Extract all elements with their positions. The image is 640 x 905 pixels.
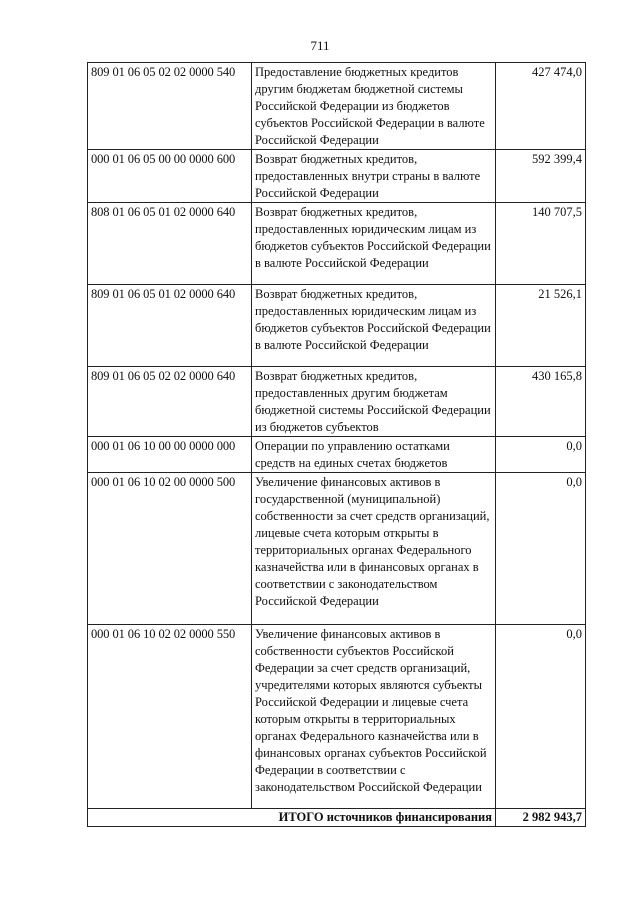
row-amount: 21 526,1 [496,285,586,367]
table-row [88,203,586,285]
budget-code: 809 01 06 05 02 02 0000 540 [88,63,252,150]
table-row [88,625,586,809]
row-amount: 592 399,4 [496,150,586,203]
row-description: Возврат бюджетных кредитов, предоставленных юридическим лицам из бюджетов субъектов Российской Федерации в валюте Российской Федерации [252,285,496,367]
budget-code: 000 01 06 10 02 00 0000 500 [88,473,252,625]
row-description: Операции по управлению остатками средств на единых счетах бюджетов [252,437,496,473]
total-amount: 2 982 943,7 [496,809,586,827]
table-row [88,367,586,437]
row-amount: 427 474,0 [496,63,586,150]
budget-sources-table [87,62,586,827]
budget-code: 808 01 06 05 01 02 0000 640 [88,203,252,285]
row-description: Увеличение финансовых активов в собственности субъектов Российской Федерации за счет средств организаций, учредителями которых являются субъекты Российской Федерации и лицевые счета которым открыты в территориальных органах Федерального казначейства или в финансовых органах субъектов Российской Федерации в соответствии с законодательством Российской Федерации [252,625,496,809]
row-description: Предоставление бюджетных кредитов другим бюджетам бюджетной системы Российской Федерации из бюджетов субъектов Российской Федерации в валюте Российской Федерации [252,63,496,150]
row-amount: 0,0 [496,473,586,625]
row-description: Увеличение финансовых активов в государственной (муниципальной) собственности за счет средств организаций, лицевые счета которым открыты в территориальных органах Федерального казначейства или в финансовых органах в соответствии с законодательством Российской Федерации [252,473,496,625]
total-label: ИТОГО источников финансирования [88,809,496,827]
budget-code: 809 01 06 05 01 02 0000 640 [88,285,252,367]
budget-code: 000 01 06 05 00 00 0000 600 [88,150,252,203]
table-row [88,473,586,625]
row-description: Возврат бюджетных кредитов, предоставленных юридическим лицам из бюджетов субъектов Российской Федерации в валюте Российской Федерации [252,203,496,285]
budget-code: 000 01 06 10 02 02 0000 550 [88,625,252,809]
table-row [88,437,586,473]
row-amount: 140 707,5 [496,203,586,285]
page-number: 711 [310,38,330,53]
budget-code: 809 01 06 05 02 02 0000 640 [88,367,252,437]
row-description: Возврат бюджетных кредитов, предоставленных другим бюджетам бюджетной системы Российской Федерации из бюджетов субъектов [252,367,496,437]
row-amount: 0,0 [496,625,586,809]
table-row [88,150,586,203]
row-amount: 430 165,8 [496,367,586,437]
row-description: Возврат бюджетных кредитов, предоставленных внутри страны в валюте Российской Федерации [252,150,496,203]
table-row [88,285,586,367]
table-row [88,63,586,150]
total-row [88,809,586,827]
row-amount: 0,0 [496,437,586,473]
budget-code: 000 01 06 10 00 00 0000 000 [88,437,252,473]
